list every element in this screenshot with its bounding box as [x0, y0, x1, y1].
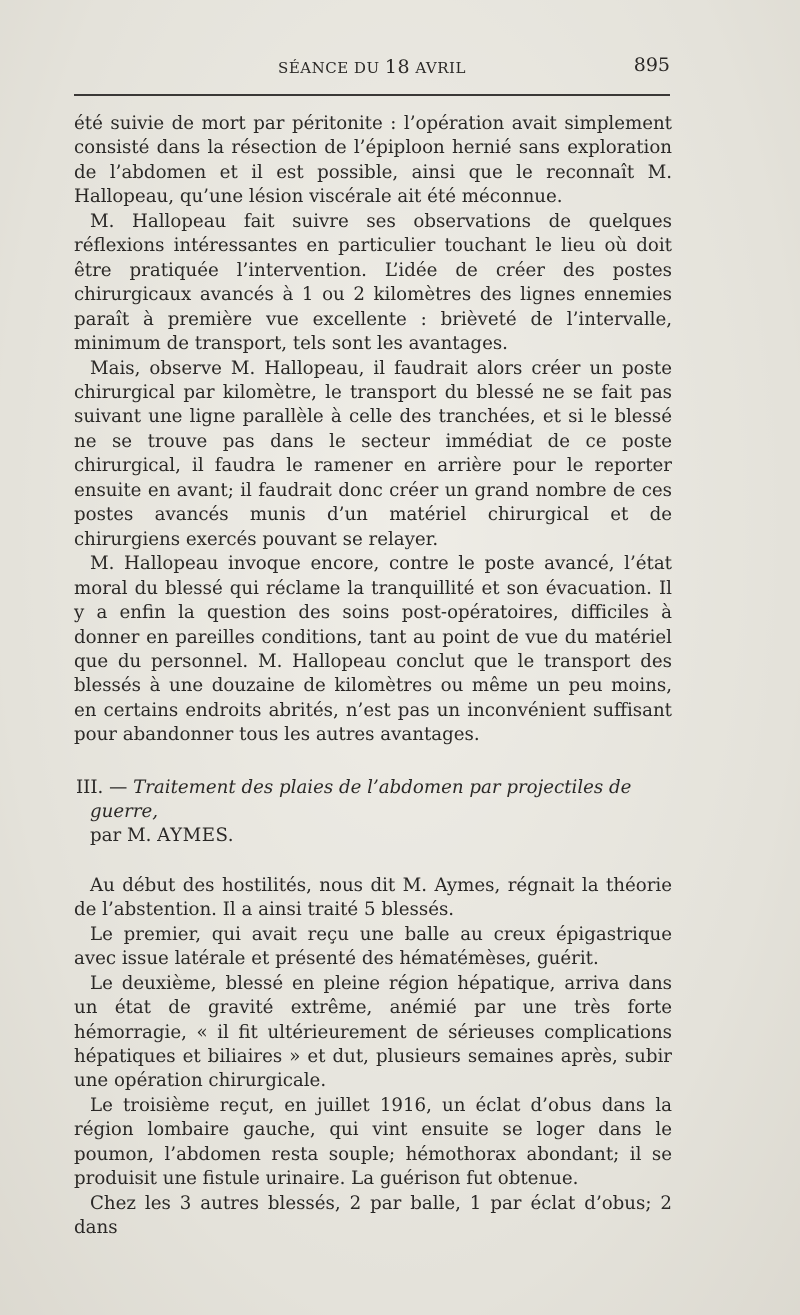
section-number: III. —	[76, 776, 128, 798]
title-month: AVRIL	[415, 59, 466, 77]
section-heading	[74, 776, 672, 848]
title-day: 18	[384, 56, 411, 78]
section-author-prefix: par M.	[90, 824, 152, 846]
section-title: Traitement des plaies de l’abdomen par projectiles de guerre,	[90, 776, 632, 822]
paragraph: M. Hallopeau fait suivre ses observations de quelques réflexions intéressantes en particulier touchant le lieu où doit être pratiquée l’intervention. L’idée de créer des postes chirurgicaux avancés à 1 ou 2 kilomètres des lignes ennemies paraît à première vue excellente : brièveté de l’intervalle, minimum de transport, tels sont les avantages.	[74, 210, 672, 355]
body-text	[74, 112, 672, 1241]
paragraph: Le deuxième, blessé en pleine région hépatique, arriva dans un état de gravité extrême, anémié par une très forte hémorragie, « il fit ultérieurement de sérieuses complications hépatiques et biliaires » et dut, plusieurs semaines après, subir une opération chirurgicale.	[74, 972, 672, 1092]
section-author: AYMES.	[157, 824, 235, 846]
page-number: 895	[633, 54, 670, 76]
paragraph: M. Hallopeau invoque encore, contre le poste avancé, l’état moral du blessé qui réclame la tranquillité et son évacuation. Il y a enfin la question des soins post-opératoires, difficiles à donner en pareilles conditions, tant au point de vue du matériel que du personnel. M. Hallopeau conclut que le transport des blessés à une douzaine de kilomètres ou même un peu moins, en certains endroits abrités, n’est pas un inconvénient suffisant pour abandonner tous les autres avantages.	[74, 553, 672, 746]
paragraph: Au début des hostilités, nous dit M. Aymes, régnait la théorie de l’abstention. Il a ainsi traité 5 blessés.	[74, 874, 672, 921]
paragraph: Le premier, qui avait reçu une balle au creux épigastrique avec issue latérale et présenté des hématémèses, guérit.	[74, 923, 672, 970]
paragraph: été suivie de mort par péritonite : l’opération avait simplement consisté dans la résection de l’épiploon hernié sans exploration de l’abdomen et il est possible, ainsi que le reconnaît M. Hallopeau, qu’une lésion viscérale ait été méconnue.	[74, 113, 672, 208]
running-title	[74, 56, 670, 78]
paragraph: Mais, observe M. Hallopeau, il faudrait alors créer un poste chirurgical par kilomètre, le transport du blessé ne se fait pas suivant une ligne parallèle à celle des tranchées, et si le blessé ne se trouve pas dans le secteur immédiat de ce poste chirurgical, il faudra le ramener en arrière pour le reporter ensuite en avant; il faudrait donc créer un grand nombre de ces postes avancés munis d’un matériel chirurgical et de chirurgiens exercés pouvant se relayer.	[74, 357, 672, 550]
header-rule	[74, 94, 670, 96]
paragraph: Chez les 3 autres blessés, 2 par balle, 1 par éclat d’obus; 2 dans	[74, 1192, 672, 1239]
running-header	[74, 54, 670, 84]
paragraph: Le troisième reçut, en juillet 1916, un éclat d’obus dans la région lombaire gauche, qui vint ensuite se loger dans le poumon, l’abdomen resta souple; hémothorax abondant; il se produisit une fistule urinaire. La guérison fut obtenue.	[74, 1094, 672, 1190]
title-prefix: SÉANCE DU	[278, 59, 380, 77]
